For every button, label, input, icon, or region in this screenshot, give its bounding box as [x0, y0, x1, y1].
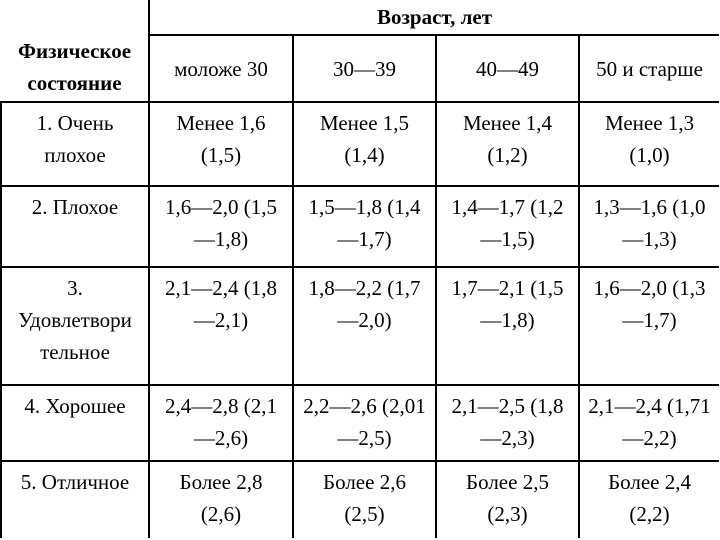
physical-state-header-line1: Физическое — [17, 39, 132, 63]
table-row — [1, 102, 719, 186]
table-cell: 2,1—2,5 (1,8 —2,3) — [436, 385, 579, 460]
table-cell: 1,7—2,1 (1,5 —1,8) — [436, 267, 579, 385]
table-cell: 1,6—2,0 (1,5 —1,8) — [149, 186, 293, 268]
table-cell: 1,8—2,2 (1,7 —2,0) — [293, 267, 436, 385]
table-cell: Менее 1,5 (1,4) — [293, 102, 436, 186]
table-cell: 1,5—1,8 (1,4 —1,7) — [293, 186, 436, 268]
table-row — [1, 461, 719, 538]
row-label-satisfactory: 3. Удовлетвори тельное — [1, 267, 149, 385]
table-cell: Более 2,8 (2,6) — [149, 461, 293, 538]
age-group-30-39: 30—39 — [293, 35, 436, 102]
header-row-age-title — [1, 0, 719, 35]
table-row — [1, 267, 719, 385]
physical-state-header — [1, 0, 149, 102]
table-row — [1, 186, 719, 268]
physical-state-header-line2: состояние — [27, 71, 122, 95]
table-cell: 2,1—2,4 (1,71 —2,2) — [579, 385, 719, 460]
table-cell: Менее 1,4 (1,2) — [436, 102, 579, 186]
table-cell: 2,4—2,8 (2,1 —2,6) — [149, 385, 293, 460]
table-cell: Более 2,4 (2,2) — [579, 461, 719, 538]
table-cell: Менее 1,6 (1,5) — [149, 102, 293, 186]
row-label-very-poor: 1. Очень плохое — [1, 102, 149, 186]
table-cell: 2,2—2,6 (2,01 —2,5) — [293, 385, 436, 460]
age-group-40-49: 40—49 — [436, 35, 579, 102]
age-group-under-30: моложе 30 — [149, 35, 293, 102]
age-title: Возраст, лет — [149, 0, 719, 35]
table-cell: 1,4—1,7 (1,2 —1,5) — [436, 186, 579, 268]
table-cell: 2,1—2,4 (1,8 —2,1) — [149, 267, 293, 385]
table-cell: Более 2,6 (2,5) — [293, 461, 436, 538]
row-label-good: 4. Хорошее — [1, 385, 149, 460]
row-label-excellent: 5. Отличное — [1, 461, 149, 538]
table-cell: Более 2,5 (2,3) — [436, 461, 579, 538]
row-label-poor: 2. Плохое — [1, 186, 149, 268]
table-cell: 1,6—2,0 (1,3 —1,7) — [579, 267, 719, 385]
age-group-50-plus: 50 и старше — [579, 35, 719, 102]
table-cell: 1,3—1,6 (1,0 —1,3) — [579, 186, 719, 268]
table-row — [1, 385, 719, 460]
table-cell: Менее 1,3 (1,0) — [579, 102, 719, 186]
